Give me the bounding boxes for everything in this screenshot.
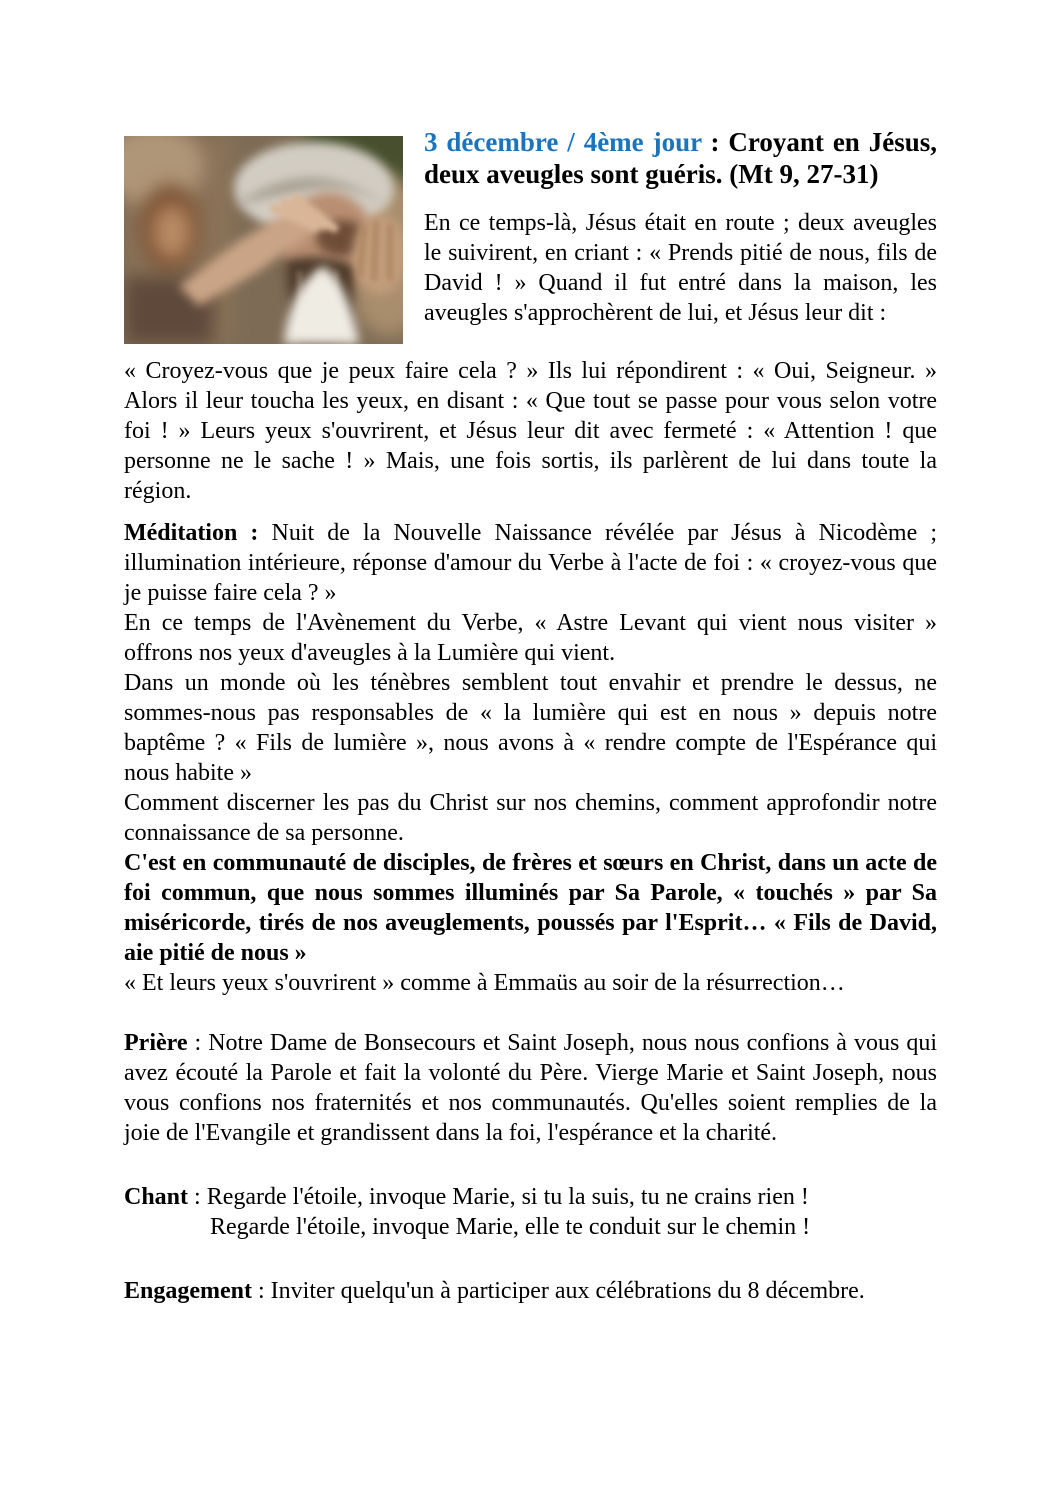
chant-label: Chant (124, 1184, 189, 1210)
engagement-paragraph (124, 1276, 937, 1306)
chant-line1: : Regarde l'étoile, invoque Marie, si tu la suis, tu ne crains rien ! (188, 1184, 809, 1210)
gospel-intro-paragraph: En ce temps-là, Jésus était en route ; deux aveugles le suivirent, en criant : « Prends pitié de nous, fils de David ! » Quand il fut entré dans la maison, les aveugles s'approchèrent de lui, et Jésus leur dit : (424, 210, 937, 326)
healing-photo-image (124, 136, 403, 344)
meditation-paragraph-1 (124, 518, 937, 608)
meditation-section (124, 518, 937, 998)
meditation-paragraph-1-text: Nuit de la Nouvelle Naissance révélée par Jésus à Nicodème ; illumination intérieure, réponse d'amour du Verbe à l'acte de foi : « croyez-vous que je puisse faire cela ? » (124, 520, 938, 606)
meditation-paragraph-2: En ce temps de l'Avènement du Verbe, « Astre Levant qui vient nous visiter » offrons nos yeux d'aveugles à la Lumière qui vient. (124, 610, 937, 666)
header-text-column (424, 126, 937, 328)
engagement-label: Engagement (124, 1278, 252, 1304)
gospel-continuation-paragraph: « Croyez-vous que je peux faire cela ? » Ils lui répondirent : « Oui, Seigneur. » Alors il leur toucha les yeux, en disant : « Que tout se passe pour vous selon votre foi ! » Leurs yeux s'ouvrirent, et Jésus leur dit avec fermeté : « Attention ! que personne ne le sache ! » Mais, une fois sortis, ils parlèrent de lui dans toute la région. (124, 358, 937, 504)
chant-paragraph (124, 1182, 937, 1242)
priere-paragraph (124, 1028, 937, 1148)
priere-text: : Notre Dame de Bonsecours et Saint Joseph, nous nous confions à vous qui avez écouté la Parole et fait la volonté du Père. Vierge Marie et Saint Joseph, nous vous confions nos fraternités et nos communautés. Qu'elles soient remplies de la joie de l'Evangile et grandissent dans la foi, l'espérance et la charité. (124, 1030, 937, 1146)
meditation-paragraph-3: Dans un monde où les ténèbres semblent tout envahir et prendre le dessus, ne sommes-nous pas responsables de « la lumière qui est en nous » depuis notre baptême ? « Fils de lumière », nous avons à « rendre compte de l'Espérance qui nous habite » (124, 670, 937, 786)
meditation-label: Méditation : (124, 520, 259, 546)
page-title-rest: : Croyant en Jésus, deux aveugles sont guéris. (Mt 9, 27-31) (424, 127, 937, 189)
healing-photo-svg (124, 136, 403, 344)
engagement-text: : Inviter quelqu'un à participer aux célébrations du 8 décembre. (252, 1278, 865, 1304)
meditation-closing-line: « Et leurs yeux s'ouvrirent » comme à Emmaüs au soir de la résurrection… (124, 970, 845, 996)
meditation-paragraph-5-bold: C'est en communauté de disciples, de frères et sœurs en Christ, dans un acte de foi commun, que nous sommes illuminés par Sa Parole, « touchés » par Sa miséricorde, tirés de nos aveuglements, poussés par l'Esprit… « Fils de David, aie pitié de nous » (124, 850, 937, 966)
page-title (424, 126, 937, 190)
priere-label: Prière (124, 1030, 188, 1056)
chant-line2: Regarde l'étoile, invoque Marie, elle te conduit sur le chemin ! (210, 1214, 811, 1240)
meditation-paragraph-4: Comment discerner les pas du Christ sur nos chemins, comment approfondir notre connaissance de sa personne. (124, 790, 937, 846)
header-row (124, 126, 937, 344)
page-title-date: 3 décembre / 4ème jour (424, 127, 702, 157)
